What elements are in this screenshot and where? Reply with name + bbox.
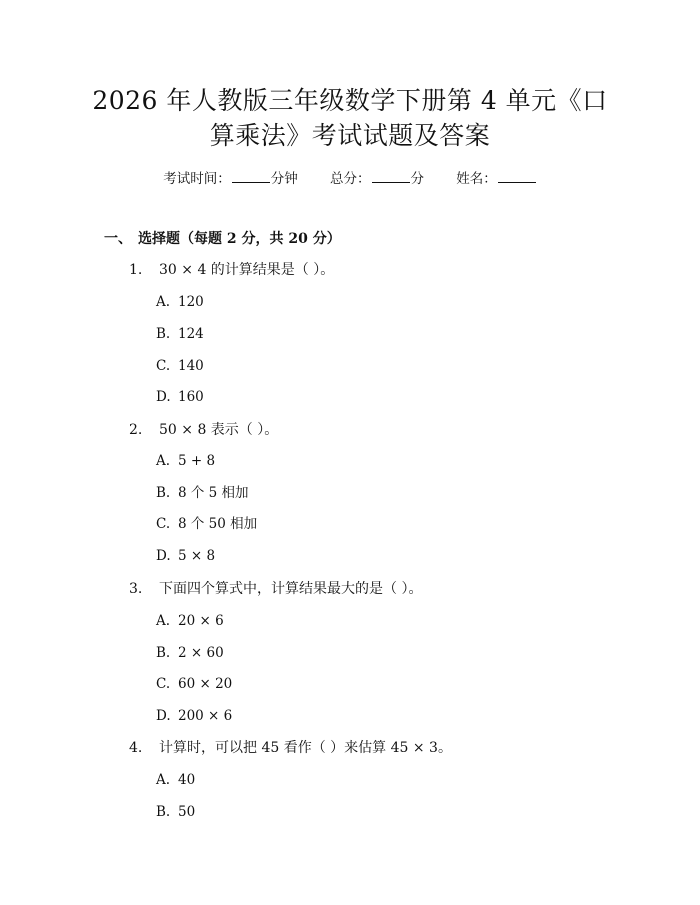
option-text: 120 bbox=[178, 294, 204, 310]
exam-time-label: 考试时间： bbox=[163, 171, 231, 187]
option-text: 8 个 50 相加 bbox=[178, 516, 258, 532]
total-score-label: 总分： bbox=[330, 171, 371, 187]
question-3-option-a bbox=[156, 611, 224, 631]
option-label: B. bbox=[156, 804, 171, 820]
question-text: 30 × 4 的计算结果是（ ）。 bbox=[159, 262, 335, 278]
student-name-blank bbox=[498, 170, 536, 183]
total-score-unit: 分 bbox=[410, 171, 424, 187]
question-3-option-b bbox=[156, 643, 224, 663]
question-3-option-d bbox=[156, 706, 232, 726]
question-4-option-b bbox=[156, 802, 195, 822]
exam-title-line-1: 2026 年人教版三年级数学下册第 4 单元《口 bbox=[92, 86, 608, 115]
option-label: C. bbox=[156, 516, 171, 532]
total-score-field bbox=[330, 171, 428, 187]
question-4 bbox=[129, 738, 452, 758]
question-1-option-a bbox=[156, 292, 204, 312]
option-label: C. bbox=[156, 358, 171, 374]
exam-time-blank bbox=[232, 170, 270, 183]
question-number: 4. bbox=[129, 740, 143, 756]
option-label: A. bbox=[156, 613, 171, 629]
exam-title-line-2: 算乘法》考试试题及答案 bbox=[209, 121, 491, 150]
question-4-option-a bbox=[156, 770, 195, 790]
option-text: 2 × 60 bbox=[178, 645, 224, 661]
exam-info-line bbox=[0, 169, 700, 189]
question-3 bbox=[129, 579, 422, 599]
exam-time-unit: 分钟 bbox=[270, 171, 298, 187]
question-1 bbox=[129, 260, 334, 280]
option-text: 160 bbox=[178, 389, 204, 405]
question-1-option-d bbox=[156, 387, 204, 407]
exam-time-field bbox=[163, 171, 302, 187]
option-text: 20 × 6 bbox=[178, 613, 224, 629]
option-text: 40 bbox=[178, 772, 196, 788]
question-2-option-b bbox=[156, 483, 249, 503]
question-text: 50 × 8 表示（ ）。 bbox=[159, 422, 279, 438]
question-3-option-c bbox=[156, 674, 232, 694]
question-1-option-b bbox=[156, 324, 204, 344]
option-label: C. bbox=[156, 676, 171, 692]
option-text: 124 bbox=[178, 326, 204, 342]
option-label: A. bbox=[156, 453, 171, 469]
question-text: 下面四个算式中，计算结果最大的是（ ）。 bbox=[159, 581, 423, 597]
option-text: 8 个 5 相加 bbox=[178, 485, 249, 501]
option-text: 50 bbox=[178, 804, 196, 820]
question-2 bbox=[129, 420, 278, 440]
student-name-label: 姓名： bbox=[456, 171, 497, 187]
question-1-option-c bbox=[156, 356, 204, 376]
option-text: 200 × 6 bbox=[178, 708, 233, 724]
question-2-option-a bbox=[156, 451, 215, 471]
question-2-option-d bbox=[156, 546, 215, 566]
option-text: 5 + 8 bbox=[178, 453, 216, 469]
section-title: 选择题（每题 2 分，共 20 分） bbox=[138, 231, 341, 247]
option-label: B. bbox=[156, 485, 171, 501]
total-score-blank bbox=[372, 170, 410, 183]
option-label: B. bbox=[156, 645, 171, 661]
student-name-field bbox=[456, 171, 537, 187]
question-number: 3. bbox=[129, 581, 143, 597]
section-heading bbox=[104, 229, 341, 249]
option-label: D. bbox=[156, 389, 171, 405]
option-text: 5 × 8 bbox=[178, 548, 216, 564]
option-text: 60 × 20 bbox=[178, 676, 233, 692]
question-text: 计算时，可以把 45 看作（ ）来估算 45 × 3。 bbox=[159, 740, 452, 756]
option-label: B. bbox=[156, 326, 171, 342]
question-number: 2. bbox=[129, 422, 143, 438]
option-label: A. bbox=[156, 294, 171, 310]
option-label: D. bbox=[156, 548, 171, 564]
option-label: D. bbox=[156, 708, 171, 724]
option-text: 140 bbox=[178, 358, 204, 374]
option-label: A. bbox=[156, 772, 171, 788]
question-number: 1. bbox=[129, 262, 143, 278]
question-2-option-c bbox=[156, 514, 257, 534]
section-number: 一、 bbox=[104, 231, 132, 247]
